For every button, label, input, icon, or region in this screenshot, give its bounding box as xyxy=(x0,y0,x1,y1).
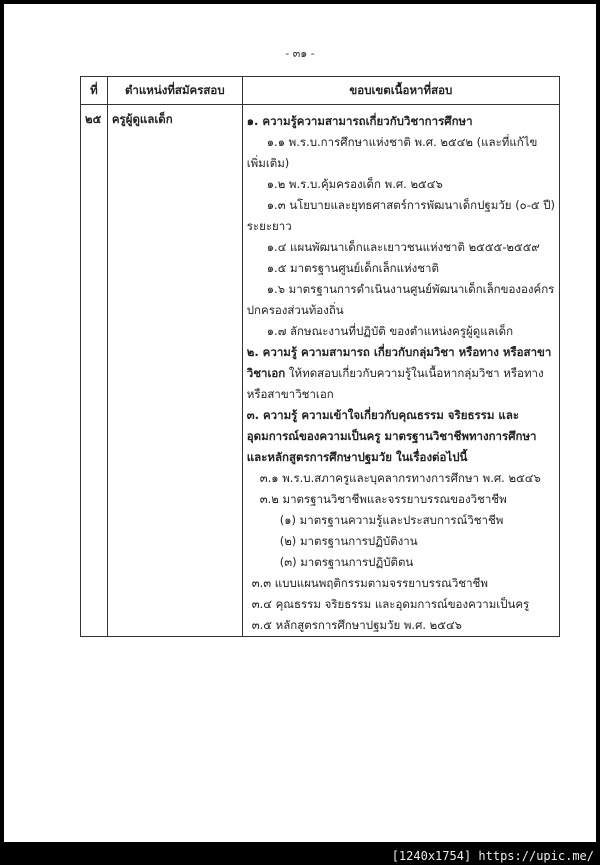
scope-line-text: ๓.๔ คุณธรรม จริยธรรม และอุดมการณ์ของความเป็นครู xyxy=(251,597,530,611)
header-scope: ขอบเขตเนื้อหาที่สอบ xyxy=(242,77,559,105)
scope-line xyxy=(247,174,555,195)
document-page xyxy=(4,4,596,842)
scope-line-text: (๒) มาตรฐานการปฏิบัติงาน xyxy=(279,534,418,548)
scope-line xyxy=(247,363,555,384)
scope-line xyxy=(247,237,555,258)
scope-line-text: ๑.๗ ลักษณะงานที่ปฏิบัติ ของตำแหน่งครูผู้ดูแลเด็ก xyxy=(266,324,514,338)
row-number: ๒๕ xyxy=(81,105,108,637)
scope-line xyxy=(247,132,555,153)
scope-line xyxy=(247,531,555,552)
scope-line xyxy=(247,468,555,489)
scope-line-text-rest: ให้ทดสอบเกี่ยวกับความรู้ในเนื้อหากลุ่มวิชา หรือทาง xyxy=(285,366,544,380)
scope-line-text: ๑.๓ นโยบายและยุทธศาสตร์การพัฒนาเด็กปฐมวัย (๐-๕ ปี) xyxy=(266,198,555,212)
scope-line-text: หรือสาขาวิชาเอก xyxy=(246,387,334,401)
scope-line-text: เพิ่มเติม) xyxy=(246,156,290,170)
scope-line xyxy=(247,216,555,237)
scope-line-text: ๓.๓ แบบแผนพฤติกรรมตามจรรยาบรรณวิชาชีพ xyxy=(251,576,488,590)
scope-line-text: ๓.๑ พ.ร.บ.สภาครูและบุคลากรทางการศึกษา พ.ศ. ๒๕๔๖ xyxy=(259,471,541,485)
scope-line xyxy=(247,426,555,447)
scope-line-text: ๑.๒ พ.ร.บ.คุ้มครองเด็ก พ.ศ. ๒๕๔๖ xyxy=(266,177,443,191)
scope-line-text: อุดมการณ์ของความเป็นครู มาตรฐานวิชาชีพทางการศึกษา xyxy=(246,429,537,443)
scope-line xyxy=(247,573,555,594)
scope-line-text: ๑.๖ มาตรฐานการดำเนินงานศูนย์พัฒนาเด็กเล็กขององค์กร xyxy=(266,282,555,296)
table-row xyxy=(81,105,560,637)
scope-line-text: ๓.๕ หลักสูตรการศึกษาปฐมวัย พ.ศ. ๒๕๔๖ xyxy=(251,618,462,632)
scope-line xyxy=(247,111,555,132)
scope-line xyxy=(247,153,555,174)
scope-line-text: ระยะยาว xyxy=(246,219,292,233)
scope-line-text: ๓. ความรู้ ความเข้าใจเกี่ยวกับคุณธรรม จริยธรรม และ xyxy=(246,408,520,422)
scope-line-text: ๑.๑ พ.ร.บ.การศึกษาแห่งชาติ พ.ศ. ๒๕๔๒ (และที่แก้ไข xyxy=(266,135,538,149)
scope-line-text: ๑. ความรู้ความสามารถเกี่ยวกับวิชาการศึกษา xyxy=(246,114,473,128)
scope-line xyxy=(247,615,555,636)
scope-line-text: ๑.๕ มาตรฐานศูนย์เด็กเล็กแห่งชาติ xyxy=(266,261,439,275)
scope-line xyxy=(247,321,555,342)
scope-line xyxy=(247,279,555,300)
scope-line xyxy=(247,342,555,363)
scope-line-text: (๑) มาตรฐานความรู้และประสบการณ์วิชาชีพ xyxy=(279,513,504,527)
scope-line xyxy=(247,384,555,405)
scope-line xyxy=(247,195,555,216)
table-header-row xyxy=(81,77,560,105)
scope-line xyxy=(247,594,555,615)
scope-line xyxy=(247,258,555,279)
scope-line xyxy=(247,552,555,573)
scope-line-text: และหลักสูตรการศึกษาปฐมวัย ในเรื่องต่อไปนี้ xyxy=(246,450,468,464)
scope-line-text: ๓.๒ มาตรฐานวิชาชีพและจรรยาบรรณของวิชาชีพ xyxy=(259,492,507,506)
scope-line xyxy=(247,447,555,468)
row-position: ครูผู้ดูแลเด็ก xyxy=(107,105,242,637)
scope-line xyxy=(247,510,555,531)
scope-line xyxy=(247,405,555,426)
header-position: ตำแหน่งที่สมัครสอบ xyxy=(107,77,242,105)
scope-line xyxy=(247,489,555,510)
page-number: - ๓๑ - xyxy=(285,47,315,60)
scope-line-text: (๓) มาตรฐานการปฏิบัติตน xyxy=(279,555,414,569)
exam-scope-table xyxy=(80,76,560,637)
scope-line-text: ๒. ความรู้ ความสามารถ เกี่ยวกับกลุ่มวิชา หรือทาง หรือสาขา xyxy=(246,345,552,359)
scope-line-text: ๑.๔ แผนพัฒนาเด็กและเยาวชนแห่งชาติ ๒๕๕๕-๒๕๕๙ xyxy=(266,240,540,254)
scope-line-text: ปกครองส่วนท้องถิ่น xyxy=(246,303,344,317)
scope-line-text: วิชาเอก xyxy=(246,366,286,380)
row-scope xyxy=(242,105,559,637)
image-size-watermark: [1240x1754] https://upic.me/ xyxy=(391,849,594,863)
header-no: ที่ xyxy=(81,77,108,105)
scope-line xyxy=(247,300,555,321)
